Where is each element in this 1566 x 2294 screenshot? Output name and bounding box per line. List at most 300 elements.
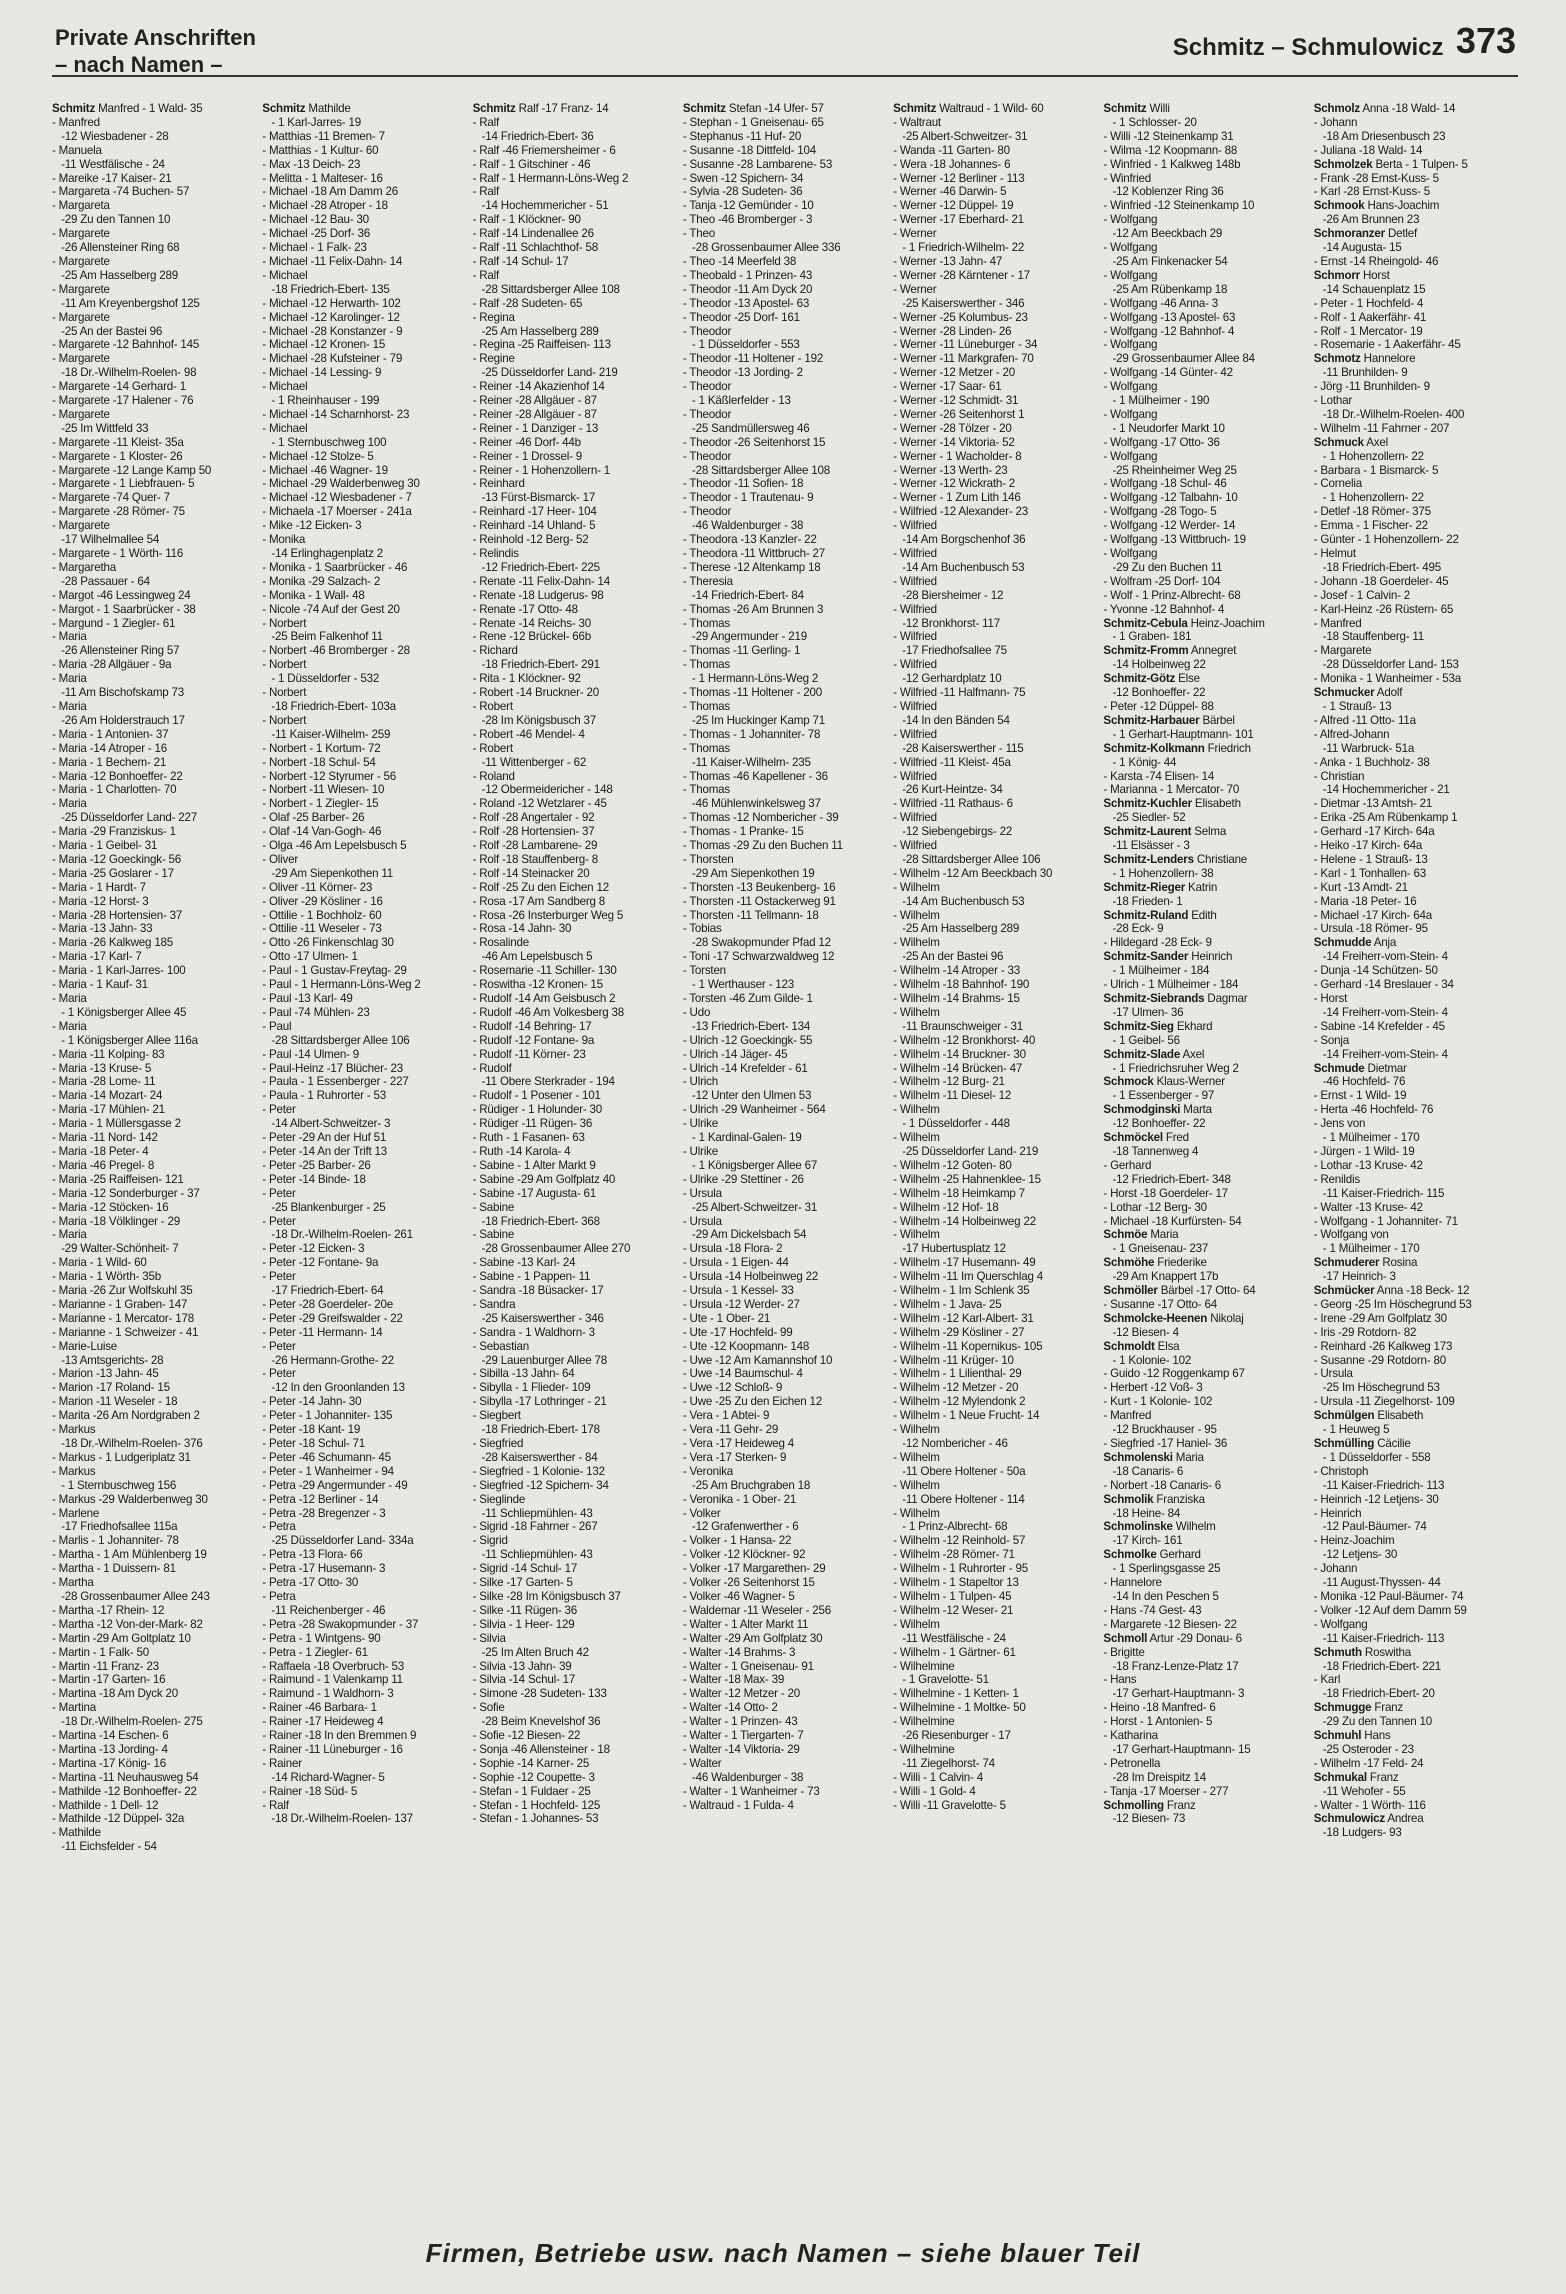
directory-entry [52,1395,256,1409]
directory-entry [473,464,677,478]
entry-text: - Sandra - 1 Waldhorn- 3 [472,1325,595,1339]
directory-entry [1314,561,1518,575]
entry-text: Maria [1172,1450,1204,1464]
directory-entry [683,1687,887,1701]
entry-text: - Veronika - 1 Ober- 21 [682,1492,797,1506]
directory-entry [52,1785,256,1799]
directory-entry [893,1562,1097,1576]
directory-entry [683,1103,887,1117]
directory-entry [1103,297,1307,311]
entry-text: - Ottilie - 1 Bochholz- 60 [262,908,382,922]
surname: Schmulowicz [1313,1812,1385,1826]
directory-entry [1314,1298,1518,1312]
directory-entry [262,1326,466,1340]
entry-text: - Herbert -12 Voß- 3 [1103,1381,1203,1395]
directory-entry [1314,255,1518,269]
directory-entry [893,1520,1097,1534]
directory-entry [893,533,1097,547]
surname: Schmöe [1103,1228,1148,1242]
directory-entry [1314,1117,1518,1131]
entry-text: - Wilhelmine [893,1659,955,1673]
entry-text: - Werner [893,227,937,241]
directory-entry [262,1632,466,1646]
surname: Schmitz-Harbauer [1103,713,1200,727]
directory-entry [473,1660,677,1674]
directory-entry [52,1381,256,1395]
directory-entry [262,1075,466,1089]
directory-entry [683,1201,887,1215]
directory-entry [893,1701,1097,1715]
directory-entry [1103,1812,1307,1826]
directory-entry [893,477,1097,491]
directory-entry [893,297,1097,311]
entry-text: - Rudolf -14 Am Geisbusch 2 [472,992,616,1005]
directory-entry [683,199,887,213]
entry-text: - Paula - 1 Essenberger - 227 [262,1075,409,1089]
directory-entry [262,1479,466,1493]
entry-text: - Stefan - 1 Hochfeld- 125 [472,1798,601,1812]
entry-text: - Martha -12 Von-der-Mark- 82 [52,1617,203,1631]
surname: Schmitz [1103,102,1147,115]
entry-text: - Wilhelm -18 Bahnhof- 190 [893,978,1030,992]
entry-text: Heinrich [1188,950,1233,964]
directory-entry [683,1312,887,1326]
entry-text: - 1 Mülheimer - 190 [1103,394,1210,408]
directory-entry [893,1381,1097,1395]
directory-entry [52,1062,256,1076]
surname: Schmolz [1313,102,1360,115]
directory-entry [893,839,1097,853]
directory-entry [52,742,256,756]
directory-entry [893,1298,1097,1312]
entry-text: - Norbert -11 Wiesen- 10 [262,783,385,797]
entry-text: - Irene -29 Am Golfplatz 30 [1313,1311,1447,1325]
directory-entry [683,1534,887,1548]
entry-text: - Petra -13 Flora- 66 [262,1548,363,1562]
directory-entry [262,1215,466,1229]
entry-text: Anja [1371,936,1397,950]
directory-entry [683,1187,887,1201]
entry-text: - Theodor -13 Jording- 2 [682,366,803,380]
entry-text: - Johann [1313,1562,1358,1576]
entry-text: - Wilhelm -11 Kopernikus- 105 [893,1339,1043,1353]
directory-entry [473,1131,677,1145]
entry-text: - Torsten -46 Zum Gilde- 1 [682,992,813,1005]
entry-text: - Reiner - 1 Danziger - 13 [472,421,599,435]
entry-text: - Michael -46 Wagner- 19 [262,463,388,477]
entry-text: - Theo -46 Bromberger - 3 [682,213,813,227]
directory-entry [683,1256,887,1270]
entry-text: - Alfred-Johann [1313,727,1390,741]
directory-entry [473,575,677,589]
entry-text: - Wolfgang [1103,407,1158,421]
directory-entry [473,185,677,199]
entry-text: - Werner - 1 Zum Lith 146 [893,491,1021,505]
directory-entry [52,547,256,561]
entry-text: - Monika - 1 Saarbrücker - 46 [262,560,408,574]
entry-text: - Martha -17 Rhein- 12 [52,1603,165,1617]
directory-entry [262,1465,466,1479]
directory-entry [1314,589,1518,603]
entry-text: - Olaf -25 Barber- 26 [262,811,365,825]
directory-entry [683,700,887,714]
entry-text: - Norbert [262,713,307,727]
entry-text: Anna -18 Wald- 14 [1359,102,1456,115]
directory-entry [1314,1590,1518,1604]
entry-text: - Volker -26 Seitenhorst 15 [682,1576,815,1590]
directory-entry [262,172,466,186]
entry-text: - Sigrid -14 Schul- 17 [472,1562,578,1576]
entry-text: - Sylvia -28 Sudeten- 36 [682,185,803,199]
directory-entry [52,1437,256,1451]
directory-entry [893,1270,1097,1284]
directory-entry [893,950,1097,964]
directory-entry [683,1131,887,1145]
directory-entry [1314,283,1518,297]
directory-entry [893,130,1097,144]
directory-entry [262,1298,466,1312]
directory-entry [262,311,466,325]
entry-text: -18 Stauffenberg- 11 [1313,630,1425,644]
entry-text: - Theresia [682,574,733,588]
entry-text: - Horst [1313,992,1348,1005]
entry-text: - Otto -17 Ulmen- 1 [262,950,358,964]
entry-text: - Maria - 1 Antonien- 37 [52,727,169,741]
entry-text: - Wilhelmine [893,1715,955,1729]
entry-text: - Margarete -12 Bahnhof- 145 [52,338,200,352]
directory-entry [893,1173,1097,1187]
entry-text: -11 August-Thyssen- 44 [1313,1576,1441,1590]
entry-text: - Guido -12 Roggenkamp 67 [1103,1367,1245,1381]
entry-text: -18 Dr.-Wilhelm-Roelen- 261 [262,1228,413,1242]
entry-text: - Paul [262,1019,292,1033]
entry-text: - Wolfgang -18 Schul- 46 [1103,477,1227,491]
entry-text: Franziska [1153,1492,1205,1506]
directory-entry [52,1284,256,1298]
directory-entry [473,770,677,784]
directory-entry [683,1548,887,1562]
directory-entry [893,1548,1097,1562]
directory-entry [683,895,887,909]
directory-entry [893,1618,1097,1632]
directory-entry [262,505,466,519]
directory-entry [1103,783,1307,797]
directory-entry [473,1354,677,1368]
entry-text: - Gerhard -17 Kirch- 64a [1313,825,1435,839]
directory-entry [52,297,256,311]
directory-entry [1314,756,1518,770]
entry-text: -11 Westfälische - 24 [893,1631,1006,1645]
directory-entry [1103,130,1307,144]
entry-text: - Oliver -11 Körner- 23 [262,880,373,894]
entry-text: - 1 Kolonie- 102 [1103,1353,1192,1367]
entry-text: - Ralf - 1 Gitschiner - 46 [472,157,591,171]
entry-text: - Wanda -11 Garten- 80 [893,143,1010,157]
directory-entry [1314,1743,1518,1757]
directory-entry [1314,505,1518,519]
entry-text: - Paula - 1 Ruhrorter - 53 [262,1089,386,1103]
directory-entry [262,644,466,658]
entry-text: - Katharina [1103,1729,1158,1743]
entry-text: - Maria -18 Peter- 16 [1313,894,1417,908]
surname: Schmücker [1313,1284,1375,1298]
directory-entry [893,102,1097,116]
directory-entry [1103,1256,1307,1270]
directory-entry [683,366,887,380]
entry-text: - Maria -26 Kalkweg 185 [52,936,174,950]
directory-entry [52,1604,256,1618]
directory-entry [52,1034,256,1048]
directory-entry [262,1576,466,1590]
directory-entry [52,283,256,297]
directory-entry [1314,825,1518,839]
entry-text: - Margarete -74 Quer- 7 [52,491,170,505]
entry-text: - Margarete -17 Halener - 76 [52,394,194,408]
surname: Schmitz-Kolkmann [1103,741,1205,755]
directory-entry [262,325,466,339]
entry-text: - Manuela [52,143,102,157]
entry-text: - 1 König- 44 [1103,755,1177,769]
directory-entry [1314,797,1518,811]
entry-text: - Ursula -14 Holbeinweg 22 [682,1270,819,1284]
directory-entry [1314,978,1518,992]
directory-entry [1103,338,1307,352]
entry-text: - Peter -25 Barber- 26 [262,1158,371,1172]
directory-entry [1103,964,1307,978]
directory-entry [262,992,466,1006]
entry-text: - Wilhelm -14 Brücken- 47 [893,1061,1023,1075]
entry-text: -11 Obere Holtener - 114 [893,1492,1025,1506]
directory-entry [683,185,887,199]
entry-text: - Norbert -18 Canaris- 6 [1103,1478,1222,1492]
entry-text: - Volker -12 Klöckner- 92 [682,1548,806,1562]
entry-text: - Thomas [682,699,730,713]
entry-text: - Relindis [472,547,519,560]
surname: Schmorr [1313,268,1360,282]
directory-entry [893,1479,1097,1493]
directory-entry [893,408,1097,422]
directory-entry [893,1187,1097,1201]
directory-entry [1103,603,1307,617]
directory-entry [1314,311,1518,325]
entry-text: -11 Warbruck- 51a [1313,741,1415,755]
directory-column [52,102,256,2232]
entry-text: - Walter -12 Metzer - 20 [682,1687,801,1701]
entry-text: - Margarete [52,519,110,533]
entry-text: - Margarete [52,310,110,324]
directory-entry [262,1812,466,1826]
entry-text: - Martina -11 Neuhausweg 54 [52,1770,199,1784]
directory-entry [893,1660,1097,1674]
directory-entry [683,839,887,853]
entry-text: - Marion -17 Roland- 15 [52,1381,170,1395]
directory-entry [1103,1646,1307,1660]
page-header [0,0,1566,80]
entry-text: -25 An der Bastei 96 [893,950,1004,964]
directory-entry [1314,1006,1518,1020]
directory-entry [1103,1715,1307,1729]
entry-text: -17 Kirch- 161 [1103,1534,1183,1548]
directory-entry [52,978,256,992]
entry-text: -29 Angermunder - 219 [682,630,807,644]
directory-entry [1103,1437,1307,1451]
directory-entry [473,241,677,255]
entry-text: -25 An der Bastei 96 [52,324,163,338]
directory-entry [473,325,677,339]
directory-entry [893,978,1097,992]
directory-entry [1314,116,1518,130]
entry-text: -12 Am Beeckbach 29 [1103,227,1223,241]
entry-text: - Margareta -74 Buchen- 57 [52,185,190,199]
entry-text: - Mathilde -12 Bonhoeffer- 22 [52,1784,197,1798]
directory-entry [683,1340,887,1354]
directory-entry [683,756,887,770]
entry-text: - Siegbert [472,1409,521,1423]
entry-text: - Peter -11 Hermann- 14 [262,1325,383,1339]
entry-text: -11 Kaiser-Friedrich- 113 [1313,1631,1445,1645]
entry-text: - Thomas -11 Holtener - 200 [682,686,823,700]
directory-entry [473,992,677,1006]
entry-text: - 1 Essenberger - 97 [1103,1089,1215,1103]
entry-text: - 1 Düsseldorfer - 553 [682,338,800,352]
directory-entry [52,839,256,853]
entry-text: - Margarete -14 Gerhard- 1 [52,380,186,394]
entry-text: - Reiner - 1 Drossel- 9 [472,449,582,463]
directory-entry [1103,547,1307,561]
directory-entry [52,909,256,923]
directory-entry [262,1367,466,1381]
entry-text: - Wolfgang von [1313,1228,1389,1242]
directory-entry [473,1075,677,1089]
entry-text: - Wilhelm -12 Metzer - 20 [893,1381,1019,1395]
directory-entry [893,352,1097,366]
entry-text: - Susanne -18 Dittfeld- 104 [682,143,817,157]
directory-entry [683,561,887,575]
directory-entry [52,700,256,714]
entry-text: - Ursula [1313,1367,1353,1381]
directory-entry [1103,1534,1307,1548]
directory-entry [893,1145,1097,1159]
entry-text: -17 Friedhofsallee 75 [893,644,1007,658]
entry-text: -12 Bruckhauser - 95 [1103,1423,1217,1437]
entry-text: -11 Obere Holtener - 50a [893,1464,1026,1478]
directory-entry [52,1701,256,1715]
directory-entry [893,1367,1097,1381]
entry-text: - Monika -29 Salzach- 2 [262,574,381,588]
entry-text: - Norbert -18 Schul- 54 [262,755,376,769]
directory-entry [893,1493,1097,1507]
entry-text: - Manfred [1103,1409,1152,1423]
directory-entry [52,589,256,603]
directory-entry [683,1228,887,1242]
entry-text: - Walter -13 Kruse- 42 [1313,1200,1423,1214]
entry-text: -25 Düsseldorfer Land- 334a [262,1534,414,1548]
entry-text: - Iris -29 Rotdorn- 82 [1313,1325,1417,1339]
entry-text: - Karsta -74 Elisen- 14 [1103,769,1215,783]
directory-entry [262,158,466,172]
directory-entry [473,881,677,895]
directory-entry [1103,825,1307,839]
entry-text: - Margarete [52,407,110,421]
entry-text: - Sofie [472,1701,505,1715]
entry-text: - Willi -12 Steinenkamp 31 [1103,129,1234,143]
entry-text: -18 Tannenweg 4 [1103,1144,1199,1158]
entry-text: -17 Gerhart-Hauptmann- 3 [1103,1687,1245,1701]
entry-text: - Martina -13 Jording- 4 [52,1742,168,1756]
directory-entry [1314,644,1518,658]
directory-entry [262,1089,466,1103]
entry-text: - Rosa -26 Insterburger Weg 5 [472,908,624,922]
entry-text: - 1 Gerhart-Hauptmann- 101 [1103,727,1254,741]
entry-text: - Maria -28 Allgäuer - 9a [52,658,172,672]
directory-entry [893,436,1097,450]
entry-text: - Rosa -14 Jahn- 30 [472,922,572,936]
directory-entry [52,686,256,700]
entry-text: - Wilhelm [893,1478,940,1492]
entry-text: - Margarete - 1 Kloster- 26 [52,449,183,463]
directory-entry [1103,1479,1307,1493]
entry-text: - Rolf - 1 Mercator- 19 [1313,324,1423,338]
directory-entry [52,505,256,519]
entry-text: - Reiner -14 Akazienhof 14 [472,380,605,394]
entry-text: -25 Im Huckinger Kamp 71 [682,713,826,727]
directory-entry [262,1701,466,1715]
directory-entry [262,477,466,491]
directory-entry [683,519,887,533]
directory-entry [52,227,256,241]
entry-text: - Margarete [52,227,110,241]
directory-entry [473,1367,677,1381]
running-head [1173,20,1516,62]
entry-text: - Walter - 1 Prinzen- 43 [682,1715,798,1729]
entry-text: -18 Franz-Lenze-Platz 17 [1103,1659,1239,1673]
entry-text: - Peter [262,1214,296,1228]
directory-entry [683,1145,887,1159]
entry-text: -28 Kaiserswerther - 115 [893,741,1024,755]
directory-entry [473,1479,677,1493]
directory-entry [262,1187,466,1201]
directory-entry [1314,477,1518,491]
directory-entry [473,617,677,631]
entry-text: - Werner -26 Seitenhorst 1 [893,407,1025,421]
entry-text: - Josef - 1 Calvin- 2 [1313,588,1411,602]
directory-entry [473,505,677,519]
entry-text: - Wilfried [893,699,937,713]
directory-entry [1314,1701,1518,1715]
directory-entry [262,1785,466,1799]
entry-text: - Silke -11 Rügen- 36 [472,1603,578,1617]
entry-text: - Walter [682,1756,722,1770]
directory-entry [262,756,466,770]
entry-text: - Werner - 1 Wacholder- 8 [893,449,1022,463]
entry-text: - Wilhelm -12 Bronkhorst- 40 [893,1033,1036,1047]
entry-text: - 1 Düsseldorfer - 448 [893,1117,1010,1131]
entry-text: - Hans -74 Gest- 43 [1103,1603,1202,1617]
directory-entry [1103,255,1307,269]
entry-text: - Erika -25 Am Rübenkamp 1 [1313,811,1458,825]
directory-entry [52,422,256,436]
directory-entry [1314,1437,1518,1451]
entry-text: -17 Friedrich-Ebert- 64 [262,1284,384,1298]
directory-entry [893,797,1097,811]
directory-entry [1103,1493,1307,1507]
directory-entry [1103,1590,1307,1604]
surname: Schmitz-Fromm [1103,644,1189,658]
entry-text: - Michael -12 Stolze- 5 [262,449,374,463]
directory-entry [893,1117,1097,1131]
directory-entry [262,895,466,909]
entry-text: - Ursula - 1 Eigen- 44 [682,1256,789,1270]
